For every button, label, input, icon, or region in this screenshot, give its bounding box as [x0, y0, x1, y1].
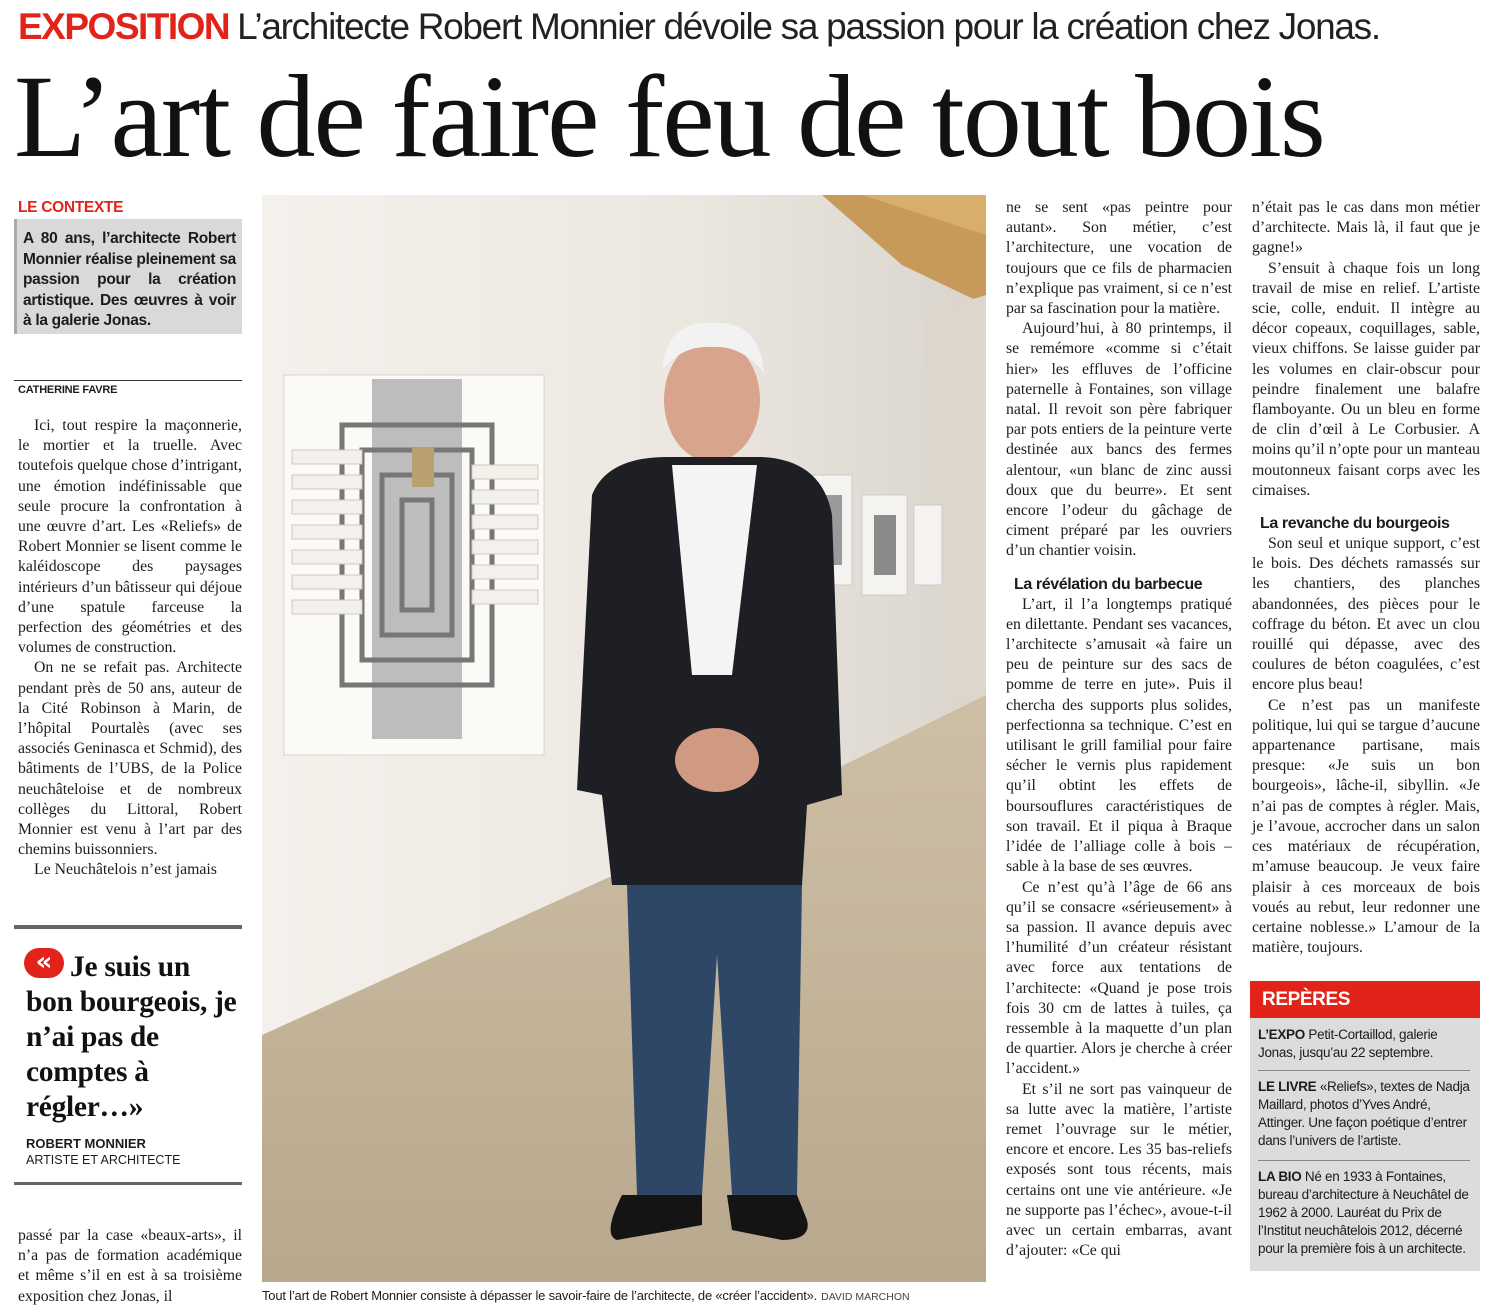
reperes-item: [1258, 1078, 1470, 1150]
paragraph: S’ensuit à chaque fois un long travail de mise en relief. L’artiste scie, colle, enduit. Il intègre au décor copeaux, coquillages, sable, vieux chiffons. Se laisse guider par les volumes en clair-obscur pour peindre finalement une balafre flamboyante. Ou un bleu en forme de clin d’œil à Le Corbusier. A moins qu’il n’opte pour un manteau moutonneux faisant corps avec les cimaises.: [1252, 259, 1480, 499]
reperes-item-label: LE LIVRE: [1258, 1079, 1317, 1094]
paragraph: Aujourd’hui, à 80 printemps, il se remémore «comme si c’était hier» les effluves de l’officine paternelle à Fontaines, son village natal. Il revoit son père fabriquer par pots entiers de la peinture verte destinée aux bancs des fermes alentour, «un blanc de zinc aussi doux que du beurre». Et sent encore l’odeur du gâchage de ciment préparé par les ouvriers d’un chantier voisin.: [1006, 320, 1232, 560]
quote-author: ROBERT MONNIER: [26, 1136, 146, 1151]
context-box: [14, 219, 242, 334]
context-label: LE CONTEXTE: [18, 199, 124, 216]
column-1: [18, 416, 242, 881]
paragraph: Ce n’est pas un manifeste politique, lui qui se targue d’aucune appartenance partisane, mais presque: «Je suis un bon bourgeois», lâche-il, sibyllin. «Je n’ai pas de comptes à régler. Mais, je l’avoue, accrocher dans un salon ces matériaux de récupération, m’amuse beaucoup. Je veux faire plaisir à ces morceaux de bois voués au rebut, leur redonner une certaine noblesse.» L’amour de la matière, toujours.: [1252, 696, 1480, 957]
subheading: La révélation du barbecue: [1014, 575, 1203, 593]
photo-caption: Tout l’art de Robert Monnier consiste à dépasser le savoir-faire de l’architecte, de «créer l’accident».: [262, 1288, 818, 1303]
paragraph: Le Neuchâtelois n’est jamais: [34, 861, 217, 879]
deck: L’architecte Robert Monnier dévoile sa passion pour la création chez Jonas.: [237, 6, 1380, 47]
paragraph: passé par la case «beaux-arts», il n’a pas de formation académique et même s’il en est à sa troisième exposition chez Jonas, il: [18, 1227, 242, 1305]
paragraph: Et s’il ne sort pas vainqueur de sa lutte avec la matière, l’artiste remet l’ouvrage sur le métier, encore et encore. Les 35 bas-reliefs exposés sont tous récents, mais certains ont une vie antérieure. «Je ne supporte pas l’échec», avoue-t-il avec un certain embarras, avant d’ajouter: «Ce qui: [1006, 1080, 1232, 1260]
header-row: [18, 6, 1488, 50]
column-3: [1006, 198, 1232, 1261]
subheading: La revanche du bourgeois: [1260, 515, 1450, 533]
photo-caption-row: [262, 1287, 986, 1305]
reperes-item-label: L’EXPO: [1258, 1027, 1305, 1042]
headline: L’art de faire feu de tout bois: [14, 51, 1324, 182]
context-text: A 80 ans, l’architecte Robert Monnier réalise pleinement sa passion pour la création artistique. Des œuvres à voir à la galerie Jonas.: [23, 230, 236, 329]
paragraph: Son seul et unique support, c’est le bois. Des déchets ramassés sur les chantiers, des planches abandonnées, des pièces pour le coffrage du béton. Et avec un clou rouillé qui dépasse, avec des coulures de béton coagulées, c’est encore plus beau!: [1252, 535, 1480, 694]
quote-role: ARTISTE ET ARCHITECTE: [26, 1153, 181, 1167]
paragraph: n’était pas le cas dans mon métier d’architecte. Mais là, il faut que je gagne!»: [1252, 199, 1480, 257]
article-photo: [262, 195, 986, 1282]
reperes-item-text: Né en 1933 à Fontaines, bureau d’architecture à Neuchâtel de 1962 à 2000. Lauréat du Prix de l’Institut neuchâtelois 2012, décerné pour la première fois à un architecte.: [1258, 1169, 1469, 1256]
quote-rule-top: [14, 925, 242, 929]
reperes-item: [1258, 1168, 1470, 1258]
quote-rule-bottom: [14, 1182, 242, 1185]
paragraph: L’art, il l’a longtemps pratiqué en dilettante. Pendant ses vacances, l’architecte s’amusait «à faire un peu de peinture sur des sacs de pomme de terre en jute». Puis il chercha des supports plus solides, perfectionna sa technique. C’est en utilisant le grill familial pour faire sécher le vernis plus rapidement qu’il obtint les effets de boursouflures caractéristiques de son travail. Et il piqua à Braque l’idée de l’alliage colle à bois – sable à la base de ses œuvres.: [1006, 595, 1232, 876]
paragraph: ne se sent «pas peintre pour autant». Son métier, c’est l’architecture, une vocation de toujours que ce fils de pharmacien n’explique pas vraiment, si ce n’est par sa fascination pour la matière.: [1006, 199, 1232, 318]
photo-credit: DAVID MARCHON: [821, 1291, 910, 1303]
reperes-title: REPÈRES: [1250, 981, 1480, 1018]
quote-mark-icon: «: [24, 948, 64, 978]
reperes-body: [1250, 1018, 1480, 1271]
byline-rule: [14, 380, 242, 381]
paragraph: On ne se refait pas. Architecte pendant près de 50 ans, auteur de la Cité Robinson à Marin, de l’hôpital Pourtalès (avec ses associés Geninasca et Schmid), des bâtiments de l’UBS, de la Police neuchâteloise et de nombreux collèges du Littoral, Robert Monnier est venu à l’art par des chemins buissonniers.: [18, 659, 242, 859]
photo-illustration: [262, 195, 986, 1282]
column-1-continued: [18, 1226, 242, 1307]
reperes-divider: [1258, 1160, 1470, 1161]
pull-quote: Je suis un bon bourgeois, je n’ai pas de comptes à régler…»: [26, 951, 237, 1123]
reperes-item-label: LA BIO: [1258, 1169, 1302, 1184]
kicker: EXPOSITION: [18, 6, 230, 47]
byline: CATHERINE FAVRE: [18, 384, 118, 396]
reperes-divider: [1258, 1070, 1470, 1071]
column-4: [1252, 198, 1480, 958]
paragraph: Ici, tout respire la maçonnerie, le mortier et la truelle. Avec toutefois quelque chose d’intrigant, une émotion indéfinissable que seule procure la confrontation à une œuvre d’art. Les «Reliefs» de Robert Monnier se lisent comme le kaléidoscope des paysages intérieurs d’un bâtisseur qui déjoue d’une spatule farceuse la perfection des géométries et des volumes de construction.: [18, 417, 242, 657]
reperes-item-text: «Reliefs», textes de Nadja Maillard, photos d’Yves André, Attinger. Une façon poétique d’entrer dans l’univers de l’artiste.: [1258, 1079, 1470, 1148]
reperes-item: [1258, 1026, 1470, 1062]
reperes-item-text: Petit-Cortaillod, galerie Jonas, jusqu’au 22 septembre.: [1258, 1027, 1438, 1060]
reperes-box: [1250, 981, 1480, 1291]
paragraph: Ce n’est qu’à l’âge de 66 ans qu’il se consacre «sérieusement» à sa passion. Il avance depuis avec l’humilité d’un créateur résistant avec force aux tentations de l’architecte: «Quand je pose trois fois 30 cm de lattes à tuiles, ça ressemble à la maquette d’un plan de quartier. Alors je cherche à créer l’accident.»: [1006, 878, 1232, 1078]
